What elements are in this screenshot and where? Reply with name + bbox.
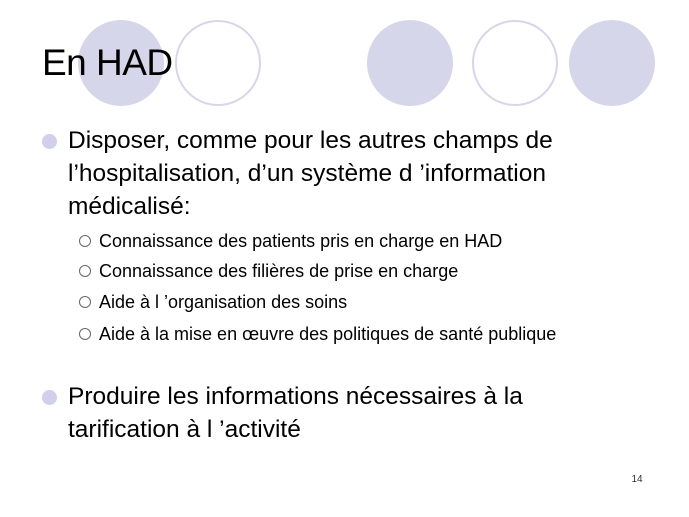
sub-bullet-item (78, 229, 618, 254)
bullet-item (40, 380, 640, 446)
hollow-bullet-icon (79, 235, 91, 247)
sub-bullet-item (78, 259, 618, 284)
hollow-bullet-icon (79, 296, 91, 308)
sub-bullet-text: Aide à l ’organisation des soins (99, 292, 348, 312)
hollow-bullet-icon (79, 265, 91, 277)
filled-bullet-icon (42, 390, 57, 405)
page-number: 14 (631, 474, 643, 485)
sub-bullet-item (78, 322, 618, 347)
bullet-item (40, 124, 640, 223)
bullet-text: Produire les informations nécessaires à la tarification à l ’activité (68, 383, 523, 443)
sub-bullet-text: Connaissance des filières de prise en charge (99, 261, 459, 281)
bullet-text: Disposer, comme pour les autres champs de l’hospitalisation, d’un système d ’information médicalisé: (68, 127, 553, 220)
sub-bullet-item (78, 290, 618, 315)
filled-bullet-icon (42, 134, 57, 149)
sub-bullet-text: Connaissance des patients pris en charge en HAD (99, 231, 503, 251)
sub-bullet-text: Aide à la mise en œuvre des politiques de santé publique (99, 324, 557, 344)
hollow-bullet-icon (79, 328, 91, 340)
slide-title: En HAD (42, 42, 173, 83)
